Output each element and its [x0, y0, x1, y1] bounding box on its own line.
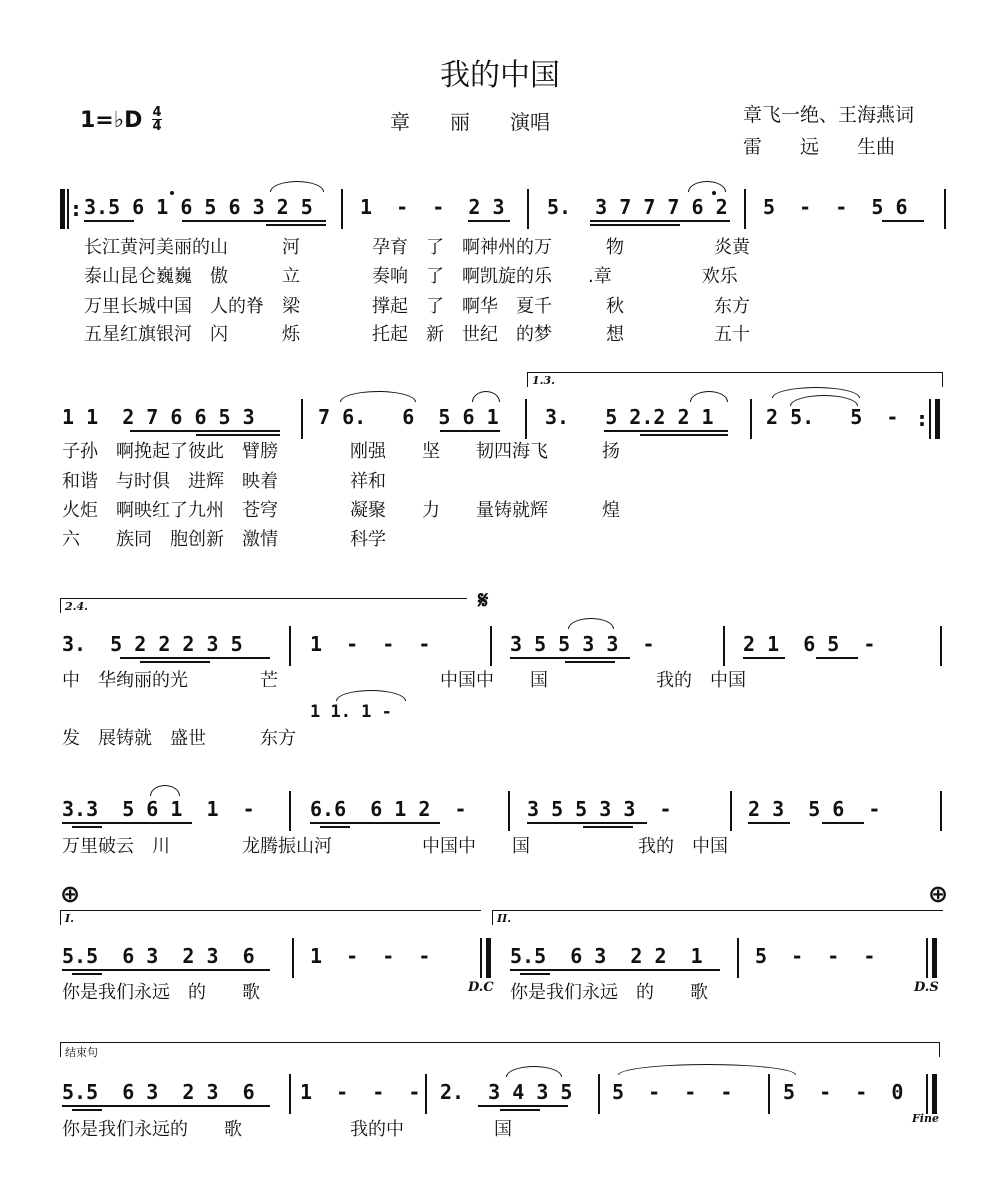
beam: [266, 224, 326, 226]
beam: [196, 434, 280, 436]
time-signature-bottom: 4: [152, 119, 162, 134]
measure-2-notes: 1 - - 2 3: [360, 195, 505, 219]
beam: [72, 1109, 102, 1111]
beam: [72, 826, 102, 828]
lyric-line: 五星红旗银河 闪 烁 托起 新 世纪 的梦 想 五十: [84, 324, 750, 345]
lyric-line: 六 族同 胞创新 激情 科学: [62, 529, 386, 550]
volta-label: I.: [65, 912, 74, 925]
slur: [270, 181, 324, 192]
barline: [926, 938, 928, 978]
beam: [120, 657, 270, 659]
measure-5-notes: 5 - - 0: [783, 1080, 904, 1104]
barline: [926, 1074, 928, 1114]
measure-4-notes: 5 - - -: [612, 1080, 733, 1104]
lyric-line: 和谐 与时俱 进辉 映着 祥和: [62, 471, 386, 492]
lyric-line: 中 华绚丽的光 芒 中国中 国 我的 中国: [62, 670, 746, 691]
barline: [723, 626, 725, 666]
barline: [730, 791, 732, 831]
beam: [310, 822, 440, 824]
coda-icon: ⊕: [60, 880, 81, 908]
measure-4-notes: 2 3 5 6 -: [748, 797, 881, 821]
lyric-line: 发 展铸就 盛世 东方: [62, 728, 296, 749]
measure-1-notes: 3.3 5 6 1 1 -: [62, 797, 255, 821]
measure-2-notes: 6.6 6 1 2 -: [310, 797, 467, 821]
beam: [62, 822, 192, 824]
volta-bracket: [527, 372, 943, 387]
measure-2-notes: 1 - - -: [310, 944, 431, 968]
slur: [150, 785, 180, 796]
barline: [932, 1074, 937, 1114]
song-title: 我的中国: [440, 58, 560, 93]
barline: [940, 791, 942, 831]
lyric-line: 你是我们永远的 歌 我的中 国: [62, 1119, 512, 1140]
measure-1-notes: 5.5 6 3 2 3 6: [62, 944, 255, 968]
barline: [425, 1074, 427, 1114]
barline: [289, 791, 291, 831]
lyricist-credit: 章飞一绝、王海燕词: [743, 104, 915, 126]
beam: [130, 430, 280, 432]
high-octave-dot: [170, 191, 174, 195]
barline: [744, 189, 746, 229]
dal-segno-mark: D.S: [914, 980, 939, 995]
beam: [468, 220, 510, 222]
barline: [289, 1074, 291, 1114]
lyric-line: 长江黄河美丽的山 河 孕育 了 啊神州的万 物 炎黄: [84, 237, 750, 258]
barline: [341, 189, 343, 229]
slur: [506, 1066, 562, 1077]
volta-label: 1.3.: [532, 374, 555, 387]
measure-2-notes: 1 - - -: [310, 632, 431, 656]
key-signature: 1=♭D: [80, 108, 143, 133]
measure-3-notes: 3 5 5 3 3 -: [510, 632, 655, 656]
measure-4-notes: 2 1 6 5 -: [743, 632, 876, 656]
repeat-end-barline: [935, 399, 940, 439]
measure-3-notes: 5.5 6 3 2 2 1: [510, 944, 703, 968]
time-signature: [152, 106, 162, 133]
lyric-line: 子孙 啊挽起了彼此 臂膀 刚强 坚 韧四海飞 扬: [62, 441, 620, 462]
measure-3-notes: 5. 3 7 7 7 6 2: [547, 195, 728, 219]
beam: [822, 822, 864, 824]
barline: [508, 791, 510, 831]
lyric-line: 万里长城中国 人的脊 梁 撑起 了 啊华 夏千 秋 东方: [84, 296, 750, 317]
beam: [72, 973, 102, 975]
beam: [604, 430, 728, 432]
barline: [932, 938, 937, 978]
slur: [690, 391, 728, 402]
beam: [520, 973, 550, 975]
barline: [301, 399, 303, 439]
beam: [748, 822, 790, 824]
repeat-dots: :: [72, 197, 80, 221]
beam: [140, 661, 210, 663]
lyric-line: 火炬 啊映红了九州 苍穹 凝聚 力 量铸就辉 煌: [62, 500, 620, 521]
beam: [500, 1109, 540, 1111]
da-capo-mark: D.C: [468, 980, 494, 995]
fine-mark: Fine: [912, 1112, 939, 1125]
measure-2-notes: 1 - - -: [300, 1080, 421, 1104]
beam: [590, 224, 680, 226]
beam: [440, 430, 500, 432]
lyric-line: 你是我们永远 的 歌: [62, 982, 260, 1003]
barline: [486, 938, 491, 978]
barline: [292, 938, 294, 978]
slur: [688, 181, 726, 192]
beam: [62, 969, 270, 971]
beam: [743, 657, 785, 659]
slur: [472, 391, 500, 402]
volta-bracket: [60, 598, 467, 613]
measure-4-notes: 5 - - 5 6: [763, 195, 908, 219]
alternate-ending-notes: 1 1. 1 -: [310, 702, 392, 722]
segno-icon: 𝄋: [478, 586, 489, 614]
volta-label: II.: [497, 912, 512, 925]
performer-credit: 章 丽 演唱: [390, 110, 550, 134]
measure-4-notes: 5 - - -: [755, 944, 876, 968]
measure-2-notes: 7 6. 6 5 6 1: [318, 405, 499, 429]
beam: [565, 661, 615, 663]
lyric-line: 你是我们永远 的 歌: [510, 982, 708, 1003]
lyric-line: 万里破云 川 龙腾振山河 中国中 国 我的 中国: [62, 836, 728, 857]
beam: [478, 1105, 568, 1107]
volta-bracket: [60, 1042, 940, 1057]
measure-3-notes: 3 5 5 3 3 -: [527, 797, 672, 821]
barline: [598, 1074, 600, 1114]
beam: [640, 434, 728, 436]
barline: [940, 626, 942, 666]
measure-4-notes: 2 5. 5 -: [766, 405, 899, 429]
beam: [590, 220, 730, 222]
volta-bracket: [492, 910, 943, 925]
beam: [527, 822, 647, 824]
beam: [266, 220, 326, 222]
repeat-dots: :: [918, 407, 926, 431]
slur: [618, 1064, 796, 1075]
repeat-end-thin-barline: [929, 399, 931, 439]
measure-1-notes: 5.5 6 3 2 3 6: [62, 1080, 255, 1104]
barline: [480, 938, 482, 978]
high-octave-dot: [712, 191, 716, 195]
time-signature-top: 4: [152, 105, 162, 120]
beam: [510, 657, 630, 659]
volta-bracket: [60, 910, 481, 925]
beam: [84, 220, 134, 222]
barline: [750, 399, 752, 439]
beam: [583, 826, 633, 828]
beam: [62, 1105, 270, 1107]
volta-label: 2.4.: [65, 600, 88, 613]
volta-label: 结束句: [65, 1046, 98, 1059]
beam: [320, 826, 350, 828]
measure-1-notes: 1 1 2 7 6 6 5 3: [62, 405, 255, 429]
barline: [289, 626, 291, 666]
slur: [568, 618, 614, 629]
lyric-line: 泰山昆仑巍巍 傲 立 奏响 了 啊凯旋的乐 .章 欢乐: [84, 266, 738, 287]
barline: [944, 189, 946, 229]
slur: [340, 391, 416, 402]
barline: [737, 938, 739, 978]
beam: [510, 969, 720, 971]
beam: [182, 220, 272, 222]
measure-3-notes: 2. 3 4 3 5: [440, 1080, 573, 1104]
coda-icon: ⊕: [928, 880, 949, 908]
measure-3-notes: 3. 5 2.2 2 1: [545, 405, 714, 429]
measure-1-notes: 3.5 6 1 6 5 6 3 2 5: [84, 195, 313, 219]
barline: [490, 626, 492, 666]
beam: [816, 657, 858, 659]
barline: [768, 1074, 770, 1114]
composer-credit: 雷 远 生曲: [743, 136, 896, 158]
barline: [525, 399, 527, 439]
beam: [882, 220, 924, 222]
measure-1-notes: 3. 5 2 2 2 3 5: [62, 632, 243, 656]
barline: [527, 189, 529, 229]
